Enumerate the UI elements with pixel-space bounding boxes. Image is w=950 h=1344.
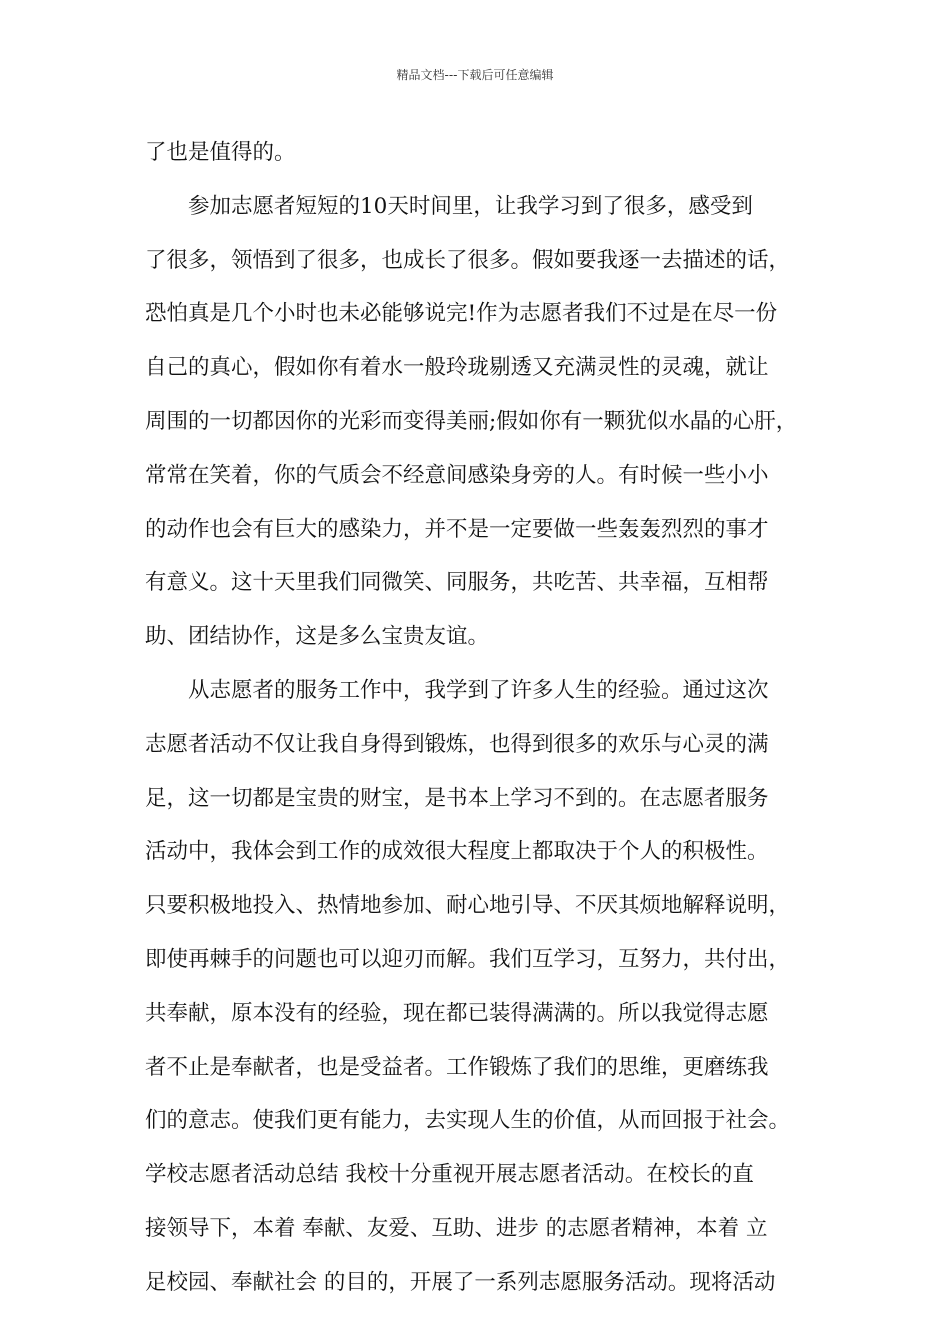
text-line: 有意义。这十天里我们同微笑、同服务，共吃苦、共幸福，互相帮 xyxy=(145,570,769,596)
text-line: 足，这一切都是宝贵的财宝，是书本上学习不到的。在志愿者服务 xyxy=(145,785,769,811)
text-line: 只要积极地投入、热情地参加、耐心地引导、不厌其烦地解释说明， xyxy=(145,893,791,919)
text-line: 者不止是奉献者，也是受益者。工作锻炼了我们的思维，更磨练我 xyxy=(145,1054,769,1080)
text-line: 助、团结协作，这是多么宝贵友谊。 xyxy=(145,624,490,650)
text-line: 志愿者活动不仅让我自身得到锻炼，也得到很多的欢乐与心灵的满 xyxy=(145,731,769,757)
text-line: 了也是值得的。 xyxy=(145,140,296,165)
text-line: 们的意志。使我们更有能力，去实现人生的价值，从而回报于社会。 xyxy=(145,1108,791,1134)
document-body xyxy=(145,126,825,1310)
text-line: 即使再棘手的问题也可以迎刃而解。我们互学习，互努力，共付出， xyxy=(145,946,791,972)
text-line: 接领导下，本着 奉献、友爱、互助、进步 的志愿者精神，本着 立 xyxy=(145,1215,768,1241)
text-line: 学校志愿者活动总结 我校十分重视开展志愿者活动。在校长的直 xyxy=(145,1162,754,1188)
text-line: 从志愿者的服务工作中，我学到了许多人生的经验。通过这次 xyxy=(145,677,769,703)
text-line: 共奉献，原本没有的经验，现在都已装得满满的。所以我觉得志愿 xyxy=(145,1000,769,1026)
text-line: 周围的一切都因你的光彩而变得美丽;假如你有一颗犹似水晶的心肝， xyxy=(145,408,798,434)
text-line: 参加志愿者短短的10天时间里，让我学习到了很多，感受到 xyxy=(145,193,753,219)
text-line: 自己的真心，假如你有着水一般玲珑剔透又充满灵性的灵魂，就让 xyxy=(145,355,769,381)
text-line: 常常在笑着，你的气质会不经意间感染身旁的人。有时候一些小小 xyxy=(145,462,769,488)
text-line: 活动中，我体会到工作的成效很大程度上都取决于个人的积极性。 xyxy=(145,839,769,865)
page-header: 精品文档---下载后可任意编辑 xyxy=(396,68,554,82)
text-line: 足校园、奉献社会 的目的，开展了一系列志愿服务活动。现将活动 xyxy=(145,1269,776,1295)
text-line: 恐怕真是几个小时也未必能够说完!作为志愿者我们不过是在尽一份 xyxy=(145,301,778,327)
text-line: 的动作也会有巨大的感染力，并不是一定要做一些轰轰烈烈的事才 xyxy=(145,516,769,542)
text-line: 了很多，领悟到了很多，也成长了很多。假如要我逐一去描述的话， xyxy=(145,247,791,273)
